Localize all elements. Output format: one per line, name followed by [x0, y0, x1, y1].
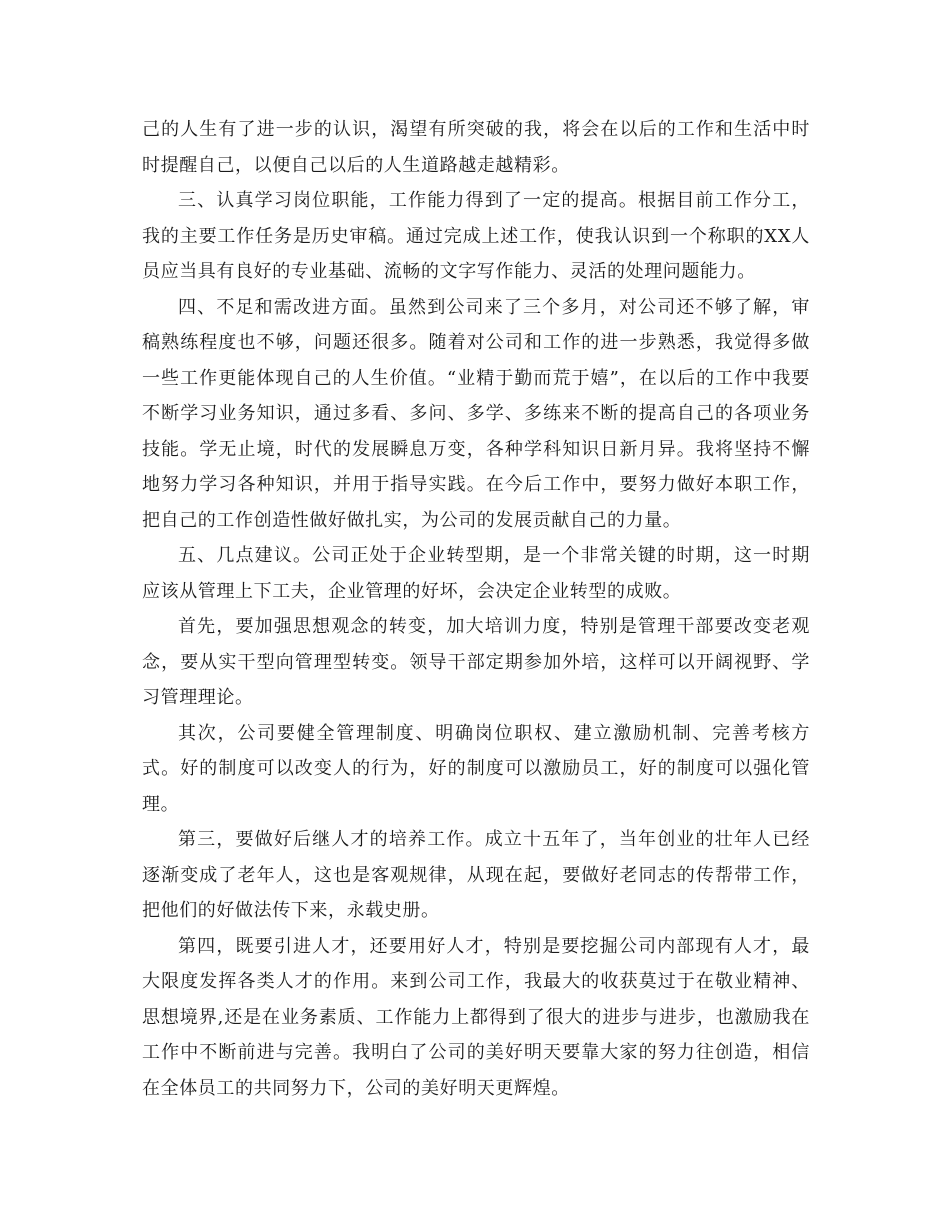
paragraph-section-three: 三、认真学习岗位职能，工作能力得到了一定的提高。根据目前工作分工，我的主要工作任务是历史审稿。通过完成上述工作，使我认识到一个称职的XX人员应当具有良好的专业基础、流畅的文字写作能力、灵活的处理问题能力。 — [142, 190, 810, 282]
paragraph-section-five: 五、几点建议。公司正处于企业转型期，是一个非常关键的时期，这一时期应该从管理上下工夫，企业管理的好坏，会决定企业转型的成败。 — [142, 545, 810, 602]
document-body — [142, 112, 810, 1106]
paragraph-continuation: 己的人生有了进一步的认识，渴望有所突破的我，将会在以后的工作和生活中时时提醒自己，以便自己以后的人生道路越走越精彩。 — [142, 119, 810, 176]
paragraph-suggestion-fourth: 第四，既要引进人才，还要用好人才，特别是要挖掘公司内部现有人才，最大限度发挥各类人才的作用。来到公司工作，我最大的收获莫过于在敬业精神、思想境界,还是在业务素质、工作能力上都得到了很大的进步与进步，也激励我在工作中不断前进与完善。我明白了公司的美好明天要靠大家的努力往创造，相信在全体员工的共同努力下，公司的美好明天更辉煌。 — [142, 935, 810, 1099]
paragraph-suggestion-first: 首先，要加强思想观念的转变，加大培训力度，特别是管理干部要改变老观念，要从实干型向管理型转变。领导干部定期参加外培，这样可以开阔视野、学习管理理论。 — [142, 616, 810, 708]
paragraph-suggestion-second: 其次，公司要健全管理制度、明确岗位职权、建立激励机制、完善考核方式。好的制度可以改变人的行为，好的制度可以激励员工，好的制度可以强化管理。 — [142, 722, 810, 815]
paragraph-suggestion-third: 第三，要做好后继人才的培养工作。成立十五年了，当年创业的壮年人已经逐渐变成了老年人，这也是客观规律，从现在起，要做好老同志的传帮带工作，把他们的好做法传下来，永载史册。 — [142, 829, 810, 921]
paragraph-section-four: 四、不足和需改进方面。虽然到公司来了三个多月，对公司还不够了解，审稿熟练程度也不够，问题还很多。随着对公司和工作的进一步熟悉，我觉得多做一些工作更能体现自己的人生价值。“业精于勤而荒于嬉”，在以后的工作中我要不断学习业务知识，通过多看、多问、多学、多练来不断的提高自己的各项业务技能。学无止境，时代的发展瞬息万变，各种学科知识日新月异。我将坚持不懈地努力学习各种知识，并用于指导实践。在今后工作中，要努力做好本职工作，把自己的工作创造性做好做扎实，为公司的发展贡献自己的力量。 — [142, 296, 810, 531]
